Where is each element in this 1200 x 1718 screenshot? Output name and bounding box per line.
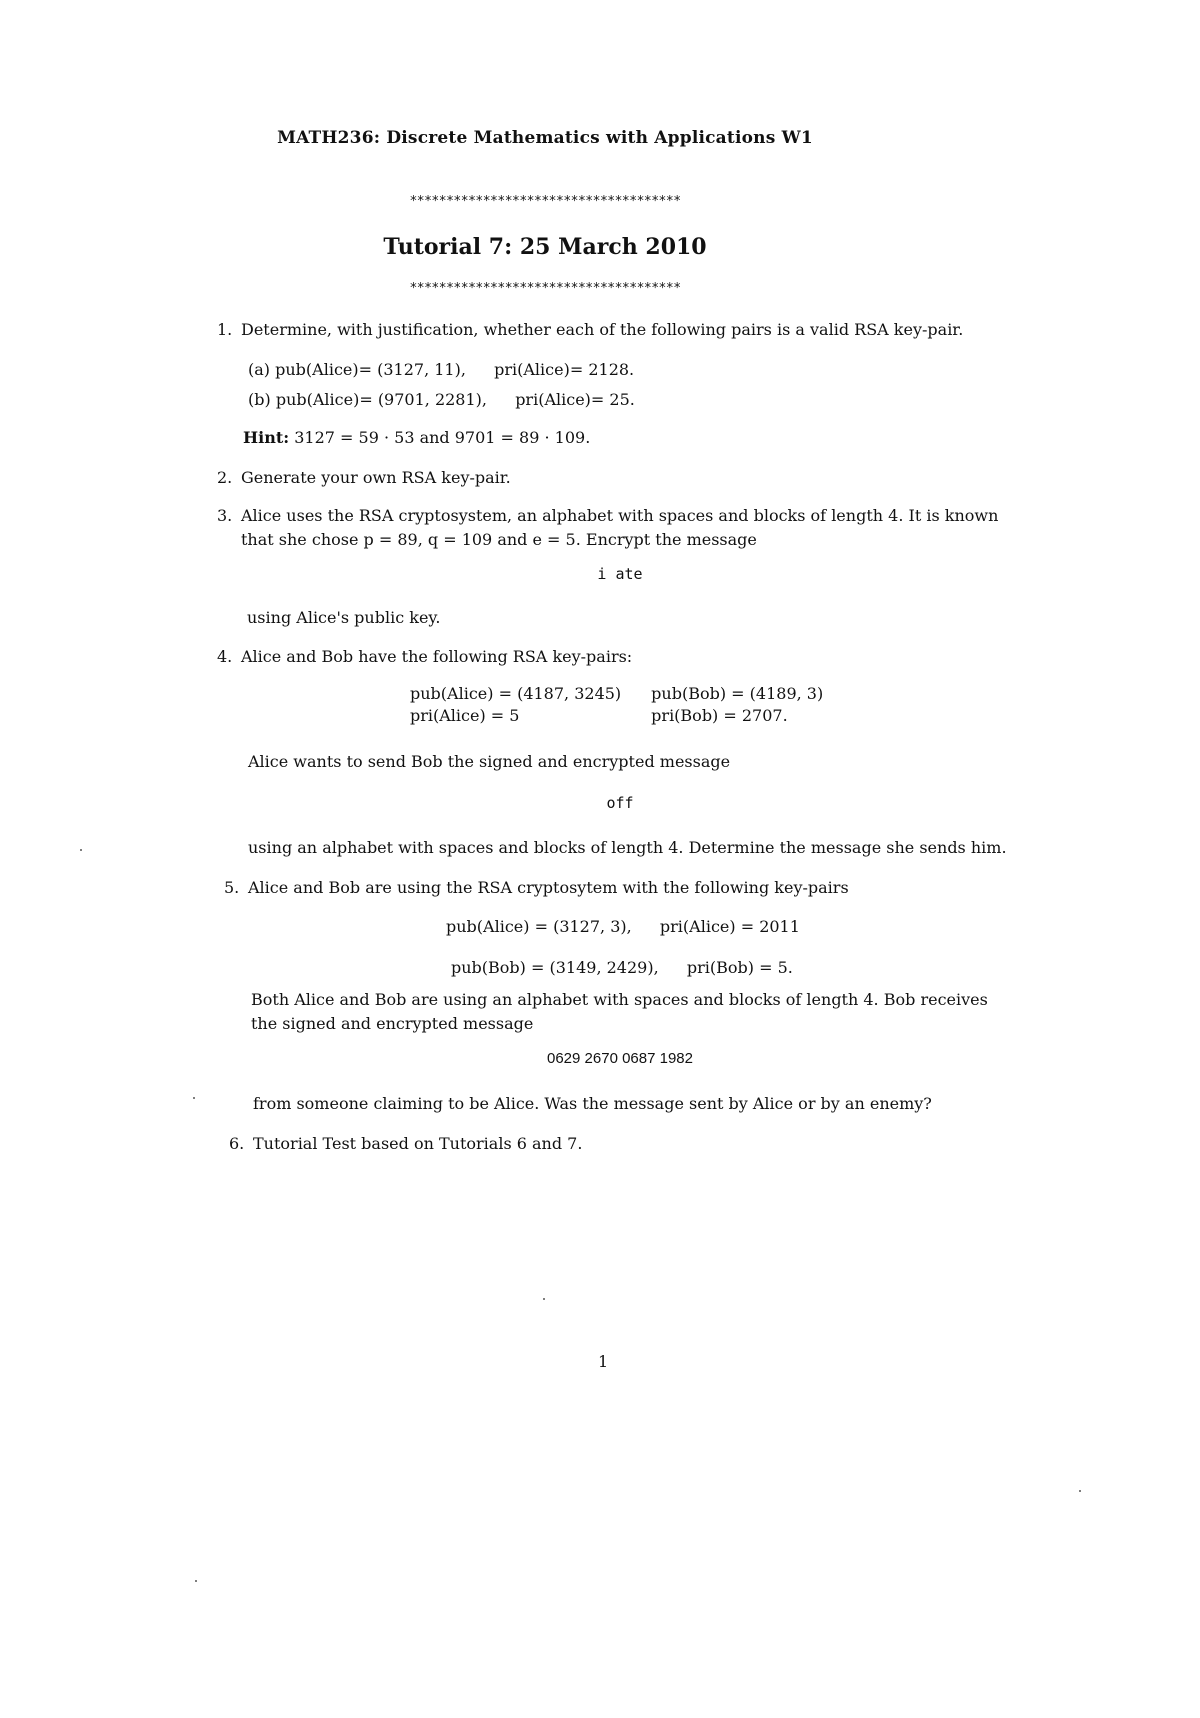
question-1-hint — [243, 426, 590, 450]
scan-speck — [543, 1298, 545, 1300]
scan-speck — [195, 1580, 197, 1582]
pri-key: pri(Alice)= 2128. — [494, 360, 635, 379]
pri-bob: pri(Bob) = 5. — [686, 958, 793, 977]
question-text: Alice and Bob have the following RSA key-pairs: — [241, 647, 633, 666]
pub-bob: pub(Bob) = (3149, 2429), — [451, 958, 659, 977]
question-2 — [217, 466, 511, 490]
pri-alice: pri(Alice) = 2011 — [659, 917, 800, 936]
question-5-after: from someone claiming to be Alice. Was the message sent by Alice or by an enemy? — [253, 1094, 932, 1113]
question-4 — [217, 645, 632, 669]
pub-key: pub(Alice)= (9701, 2281), — [275, 390, 487, 409]
question-4-key-pairs — [410, 683, 853, 727]
pub-key: pub(Alice)= (3127, 11), — [275, 360, 466, 379]
question-1-part-a — [248, 358, 634, 382]
pri-alice: pri(Alice) = 5 — [410, 706, 520, 725]
question-text-line-1: Alice uses the RSA cryptosystem, an alphabet with spaces and blocks of length 4. It is known — [241, 506, 999, 525]
question-3-message: i ate — [597, 565, 643, 583]
pub-bob: pub(Bob) = (4189, 3) — [651, 684, 824, 703]
pub-alice: pub(Alice) = (4187, 3245) — [410, 684, 622, 703]
question-text: Tutorial Test based on Tutorials 6 and 7. — [253, 1134, 583, 1153]
question-1 — [217, 318, 963, 342]
part-label: (b) — [248, 390, 271, 409]
question-number: 3. — [217, 506, 233, 525]
scan-speck — [1079, 1490, 1081, 1492]
question-1-part-b — [248, 388, 635, 412]
page-number: 1 — [598, 1352, 609, 1371]
question-text: Alice and Bob are using the RSA cryptosytem with the following key-pairs — [248, 878, 849, 897]
tutorial-title: Tutorial 7: 25 March 2010 — [383, 234, 707, 260]
scan-speck — [193, 1097, 195, 1099]
pub-alice: pub(Alice) = (3127, 3), — [446, 917, 632, 936]
scan-speck — [80, 849, 82, 851]
question-text: Determine, with justification, whether each of the following pairs is a valid RSA key-pair. — [241, 320, 964, 339]
hint-label: Hint: — [243, 428, 290, 447]
hint-text: 3127 = 59 · 53 and 9701 = 89 · 109. — [294, 428, 591, 447]
question-5-message: 0629 2670 0687 1982 — [547, 1050, 693, 1067]
pri-bob: pri(Bob) = 2707. — [651, 706, 788, 725]
question-number: 4. — [217, 647, 233, 666]
question-4-line-2: Alice wants to send Bob the signed and encrypted message — [248, 752, 731, 771]
question-3 — [217, 504, 998, 528]
question-text: Generate your own RSA key-pair. — [241, 468, 511, 487]
question-number: 6. — [229, 1134, 245, 1153]
pri-key: pri(Alice)= 25. — [515, 390, 635, 409]
star-divider-bottom: ************************************* — [409, 281, 681, 296]
question-5-bob-keys — [451, 956, 793, 980]
question-number: 5. — [224, 878, 240, 897]
question-6 — [229, 1132, 582, 1156]
question-number: 2. — [217, 468, 233, 487]
question-5-alice-keys — [446, 915, 800, 939]
course-title: MATH236: Discrete Mathematics with Applications W1 — [277, 128, 813, 148]
question-4-message: off — [606, 794, 634, 812]
question-3-after: using Alice's public key. — [247, 608, 441, 627]
question-4-after: using an alphabet with spaces and blocks of length 4. Determine the message she sends him. — [248, 838, 1007, 857]
question-number: 1. — [217, 320, 233, 339]
question-5 — [224, 876, 849, 900]
star-divider-top: ************************************* — [409, 194, 681, 209]
part-label: (a) — [248, 360, 271, 379]
question-3-line-2: that she chose p = 89, q = 109 and e = 5. Encrypt the message — [241, 530, 757, 549]
question-5-line-2: Both Alice and Bob are using an alphabet with spaces and blocks of length 4. Bob receives — [251, 990, 988, 1009]
question-5-line-3: the signed and encrypted message — [251, 1014, 534, 1033]
